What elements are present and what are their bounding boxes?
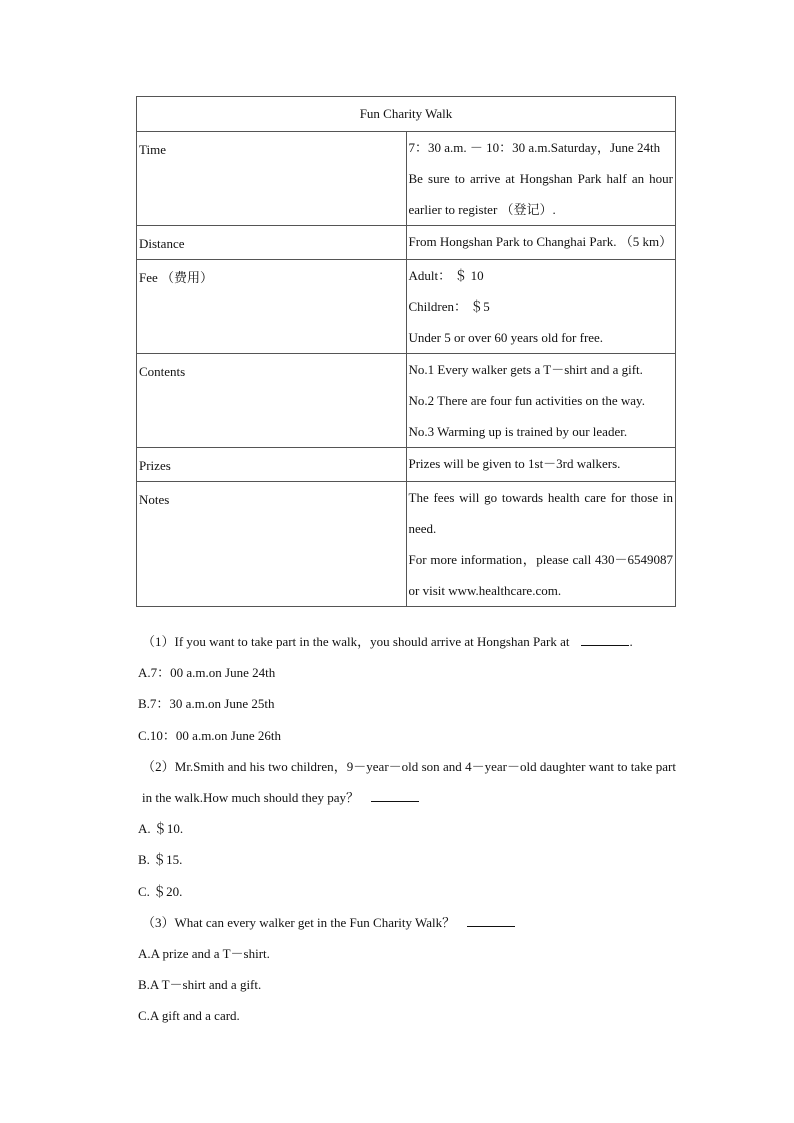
table-row-fee bbox=[137, 260, 676, 354]
row-label: Notes bbox=[137, 482, 407, 607]
answer-option: C.A gift and a card. bbox=[138, 1008, 240, 1024]
table-row-prizes bbox=[137, 448, 676, 482]
answer-option: B.A T－shirt and a gift. bbox=[138, 977, 262, 993]
row-value bbox=[406, 260, 676, 354]
table-row-distance bbox=[137, 226, 676, 260]
row-value bbox=[406, 132, 676, 226]
row-label: Distance bbox=[137, 226, 407, 260]
question-stem: （1）If you want to take part in the walk，you should arrive at Hongshan Park at . bbox=[142, 634, 633, 649]
row-label: Prizes bbox=[137, 448, 407, 482]
row-label: Contents bbox=[137, 354, 407, 448]
row-label: Fee （费用） bbox=[137, 260, 407, 354]
answer-option: A. ＄10. bbox=[138, 821, 184, 837]
row-line: Children： ＄5 bbox=[408, 299, 490, 314]
row-line: The fees will go towards health care for those in need. bbox=[408, 490, 673, 536]
answer-option: C.10：00 a.m.on June 26th bbox=[138, 727, 281, 743]
answer-option: B. ＄15. bbox=[138, 852, 183, 868]
answer-blank bbox=[467, 925, 515, 927]
answer-option: B.7：30 a.m.on June 25th bbox=[138, 696, 275, 712]
table-title: Fun Charity Walk bbox=[137, 97, 676, 132]
row-value bbox=[406, 448, 676, 482]
row-line: Adult： ＄ 10 bbox=[408, 268, 484, 283]
row-value bbox=[406, 482, 676, 607]
row-line: Under 5 or over 60 years old for free. bbox=[408, 330, 604, 345]
row-line: For more information，please call 430－6549087 or visit www.healthcare.com. bbox=[408, 552, 673, 598]
row-line: 7：30 a.m. － 10：30 a.m.Saturday，June 24th bbox=[408, 140, 661, 155]
row-line: No.1 Every walker gets a T－shirt and a gift. bbox=[408, 362, 643, 377]
row-label: Time bbox=[137, 132, 407, 226]
answer-option: C. ＄20. bbox=[138, 883, 183, 899]
row-line: From Hongshan Park to Changhai Park. （5 km） bbox=[408, 234, 673, 249]
row-line: Be sure to arrive at Hongshan Park half an hour earlier to register （登记）. bbox=[408, 171, 673, 217]
questions-section bbox=[138, 626, 676, 1032]
answer-option: A.7：00 a.m.on June 24th bbox=[138, 665, 276, 681]
answer-blank bbox=[371, 800, 419, 802]
row-line: Prizes will be given to 1st－3rd walkers. bbox=[408, 456, 621, 471]
answer-option: A.A prize and a T－shirt. bbox=[138, 946, 270, 962]
table-row-contents bbox=[137, 354, 676, 448]
row-value bbox=[406, 226, 676, 260]
row-line: No.3 Warming up is trained by our leader. bbox=[408, 424, 628, 439]
row-value bbox=[406, 354, 676, 448]
question-text: （2）Mr.Smith and his two children，9－year－old son and 4－year－old daughter want to take part in the walk.How much should they pay？ bbox=[142, 758, 676, 806]
table-row-time bbox=[137, 132, 676, 226]
question-text: （1）If you want to take part in the walk，you should arrive at Hongshan Park at bbox=[142, 634, 570, 649]
question-stem bbox=[138, 751, 676, 813]
table-row-notes bbox=[137, 482, 676, 607]
row-line: No.2 There are four fun activities on the way. bbox=[408, 393, 645, 408]
charity-walk-table bbox=[136, 96, 676, 607]
answer-blank bbox=[581, 644, 629, 646]
question-stem bbox=[138, 907, 676, 938]
question-text: （3）What can every walker get in the Fun Charity Walk？ bbox=[142, 914, 456, 930]
